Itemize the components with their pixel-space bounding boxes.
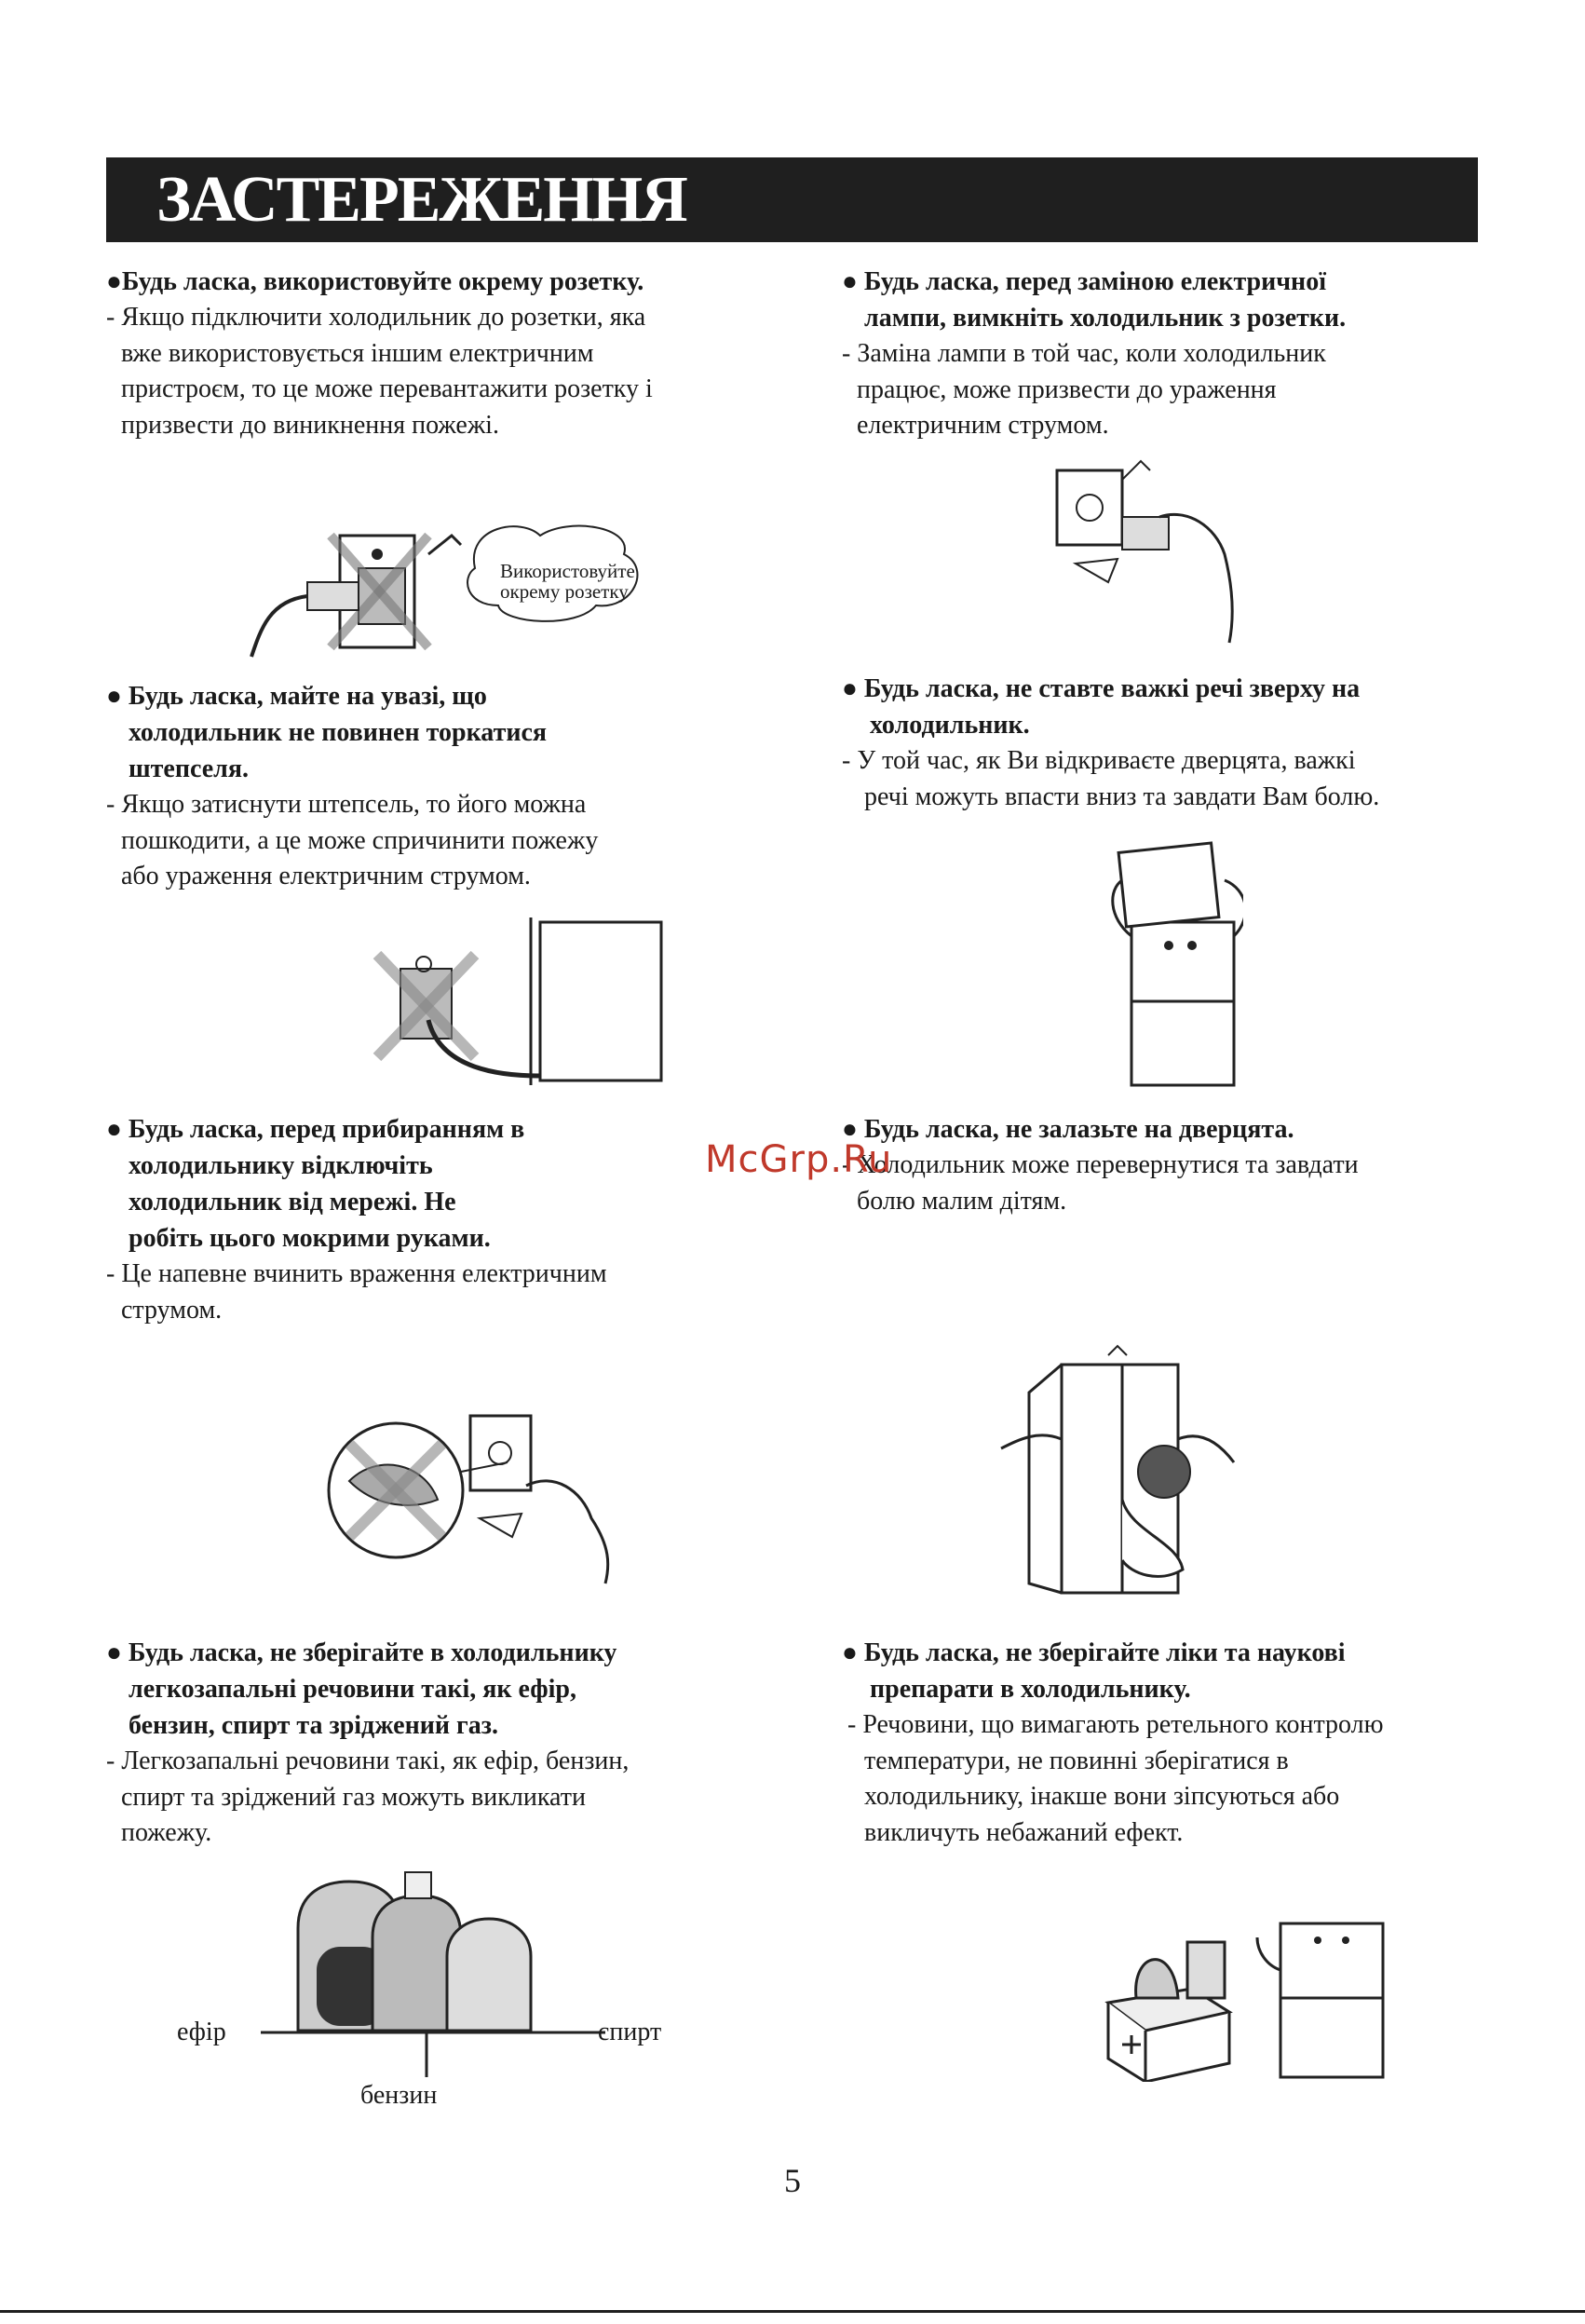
flammables-illustration xyxy=(261,1854,605,2054)
warning-climbing-door xyxy=(842,1111,1359,1219)
plug-behind-fridge-illustration xyxy=(363,917,671,1094)
label-leader-lines xyxy=(261,2031,605,2077)
title-bar xyxy=(106,157,1478,242)
warning-heading: ● Будь ласка, майте на увазі, що холодильник не повинен торкатися штепселя. xyxy=(106,682,548,783)
warning-body: - Якщо затиснути штепсель, то його можна пошкодити, а це може спричинити пожежу або ураження електричним струмом. xyxy=(106,790,599,890)
label-gasoline: бензин xyxy=(360,2081,438,2110)
warning-unplug-before-cleaning xyxy=(106,1111,607,1328)
warning-heading: ● Будь ласка, не зберігайте ліки та наукові препарати в холодильнику. xyxy=(842,1638,1346,1704)
warning-heading: ● Будь ласка, не зберігайте в холодильнику легкозапальні речовини такі, як ефір, бензин, спирт та зріджений газ. xyxy=(106,1638,617,1740)
warning-body: - Легкозапальні речовини такі, як ефір, бензин, спирт та зріджений газ можуть викликати пожежу. xyxy=(106,1746,630,1847)
medicines-illustration xyxy=(1099,1896,1397,2086)
warning-body: - Заміна лампи в той час, коли холодильник працює, може призвести до ураження електричним струмом. xyxy=(842,339,1326,440)
warning-medicines xyxy=(842,1635,1384,1851)
warning-body: - У той час, як Ви відкриваєте дверцята, важкі речі можуть впасти вниз та завдати Вам болю. xyxy=(842,746,1380,811)
page-title: ЗАСТЕРЕЖЕННЯ xyxy=(156,164,686,236)
watermark-text: McGrp.Ru xyxy=(705,1138,893,1181)
fridge-with-box-icon xyxy=(1104,834,1243,1090)
warning-body: - Речовини, що вимагають ретельного контролю температури, не повинні зберігатися в холодильнику, інакше вони зіпсуються або викличуть небажаний ефект. xyxy=(847,1710,1384,1847)
warning-heading: ● Будь ласка, перед заміною електричної лампи, вимкніть холодильник з розетки. xyxy=(842,267,1347,333)
warning-body: - Якщо підключити холодильник до розетки, яка вже використовується іншим електричним пристроєм, то це може перевантажити розетку і призвести до виникнення пожежі. xyxy=(106,303,653,440)
bottom-rule xyxy=(0,2310,1585,2313)
warning-heavy-objects xyxy=(842,671,1379,815)
warning-body: - Холодильник може перевернутися та завдати болю малим дітям. xyxy=(842,1150,1359,1216)
warning-separate-socket xyxy=(106,264,653,443)
label-alcohol: спирт xyxy=(598,2018,662,2046)
label-ether: ефір xyxy=(177,2018,226,2046)
warning-heading: ● Будь ласка, не ставте важкі речі зверху на холодильник. xyxy=(842,674,1361,740)
child-climbing-illustration xyxy=(992,1337,1243,1607)
child-on-fridge-door-icon xyxy=(992,1337,1243,1602)
unplug-hand-icon xyxy=(1048,452,1253,647)
wet-hand-plug-icon xyxy=(321,1397,666,1588)
warning-plug-contact xyxy=(106,678,598,895)
warning-heading: ●Будь ласка, використовуйте окрему розетку. xyxy=(106,267,644,296)
plug-icon xyxy=(363,917,671,1090)
warning-flammables xyxy=(106,1635,629,1852)
warning-heading: ● Будь ласка, перед прибиранням в холодильнику відключіть холодильник від мережі. Не робіть цього мокрими руками. xyxy=(106,1115,525,1253)
page-number: 5 xyxy=(784,2162,801,2199)
wet-hands-illustration xyxy=(321,1397,666,1593)
flammable-bottles-icon xyxy=(261,1854,605,2049)
warning-heading: ● Будь ласка, не залазьте на дверцята. xyxy=(842,1115,1294,1144)
warning-lamp-replacement xyxy=(842,264,1346,444)
warning-body: - Це напевне вчинить враження електричним струмом. xyxy=(106,1259,607,1325)
heavy-object-fridge-illustration xyxy=(1104,834,1243,1094)
callout-text: Використовуйте окрему розетку xyxy=(500,560,635,603)
medicine-box-fridge-icon xyxy=(1099,1896,1397,2082)
unplug-illustration xyxy=(1048,452,1253,652)
